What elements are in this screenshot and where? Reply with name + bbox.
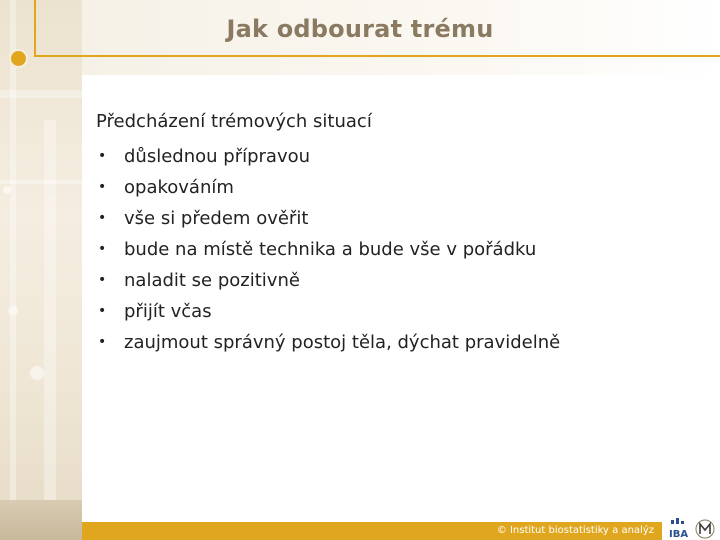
iba-logo-icon xyxy=(667,518,717,540)
bullet-icon: • xyxy=(98,210,107,226)
bullet-list xyxy=(96,141,696,358)
bottom-left-shade xyxy=(0,500,82,540)
logo-text: IBA xyxy=(669,529,689,540)
list-item-text: důslednou přípravou xyxy=(124,146,311,167)
bullet-icon: • xyxy=(98,148,107,164)
list-item xyxy=(96,141,696,172)
bullet-icon: • xyxy=(98,334,107,350)
content-heading: Předcházení trémových situací xyxy=(96,111,372,132)
left-decorative-panel xyxy=(0,0,82,540)
slide-content xyxy=(96,110,696,358)
list-item xyxy=(96,234,696,265)
footer-copyright: © Institut biostatistiky a analýz xyxy=(496,525,654,536)
list-item-text: vše si předem ověřit xyxy=(124,208,309,229)
list-item xyxy=(96,203,696,234)
accent-horizontal-line xyxy=(34,55,720,57)
bullet-icon: • xyxy=(98,272,107,288)
list-item xyxy=(96,296,696,327)
list-item-text: naladit se pozitivně xyxy=(124,270,300,291)
bullet-icon: • xyxy=(98,179,107,195)
list-item-text: opakováním xyxy=(124,177,234,198)
bullet-icon: • xyxy=(98,303,107,319)
bullet-icon: • xyxy=(98,241,107,257)
list-item-text: bude na místě technika a bude vše v pořádku xyxy=(124,239,537,260)
slide-title: Jak odbourat trému xyxy=(226,15,494,43)
list-item-text: přijít včas xyxy=(124,301,212,322)
accent-dot xyxy=(9,49,28,68)
list-item-text: zaujmout správný postoj těla, dýchat pravidelně xyxy=(124,332,561,353)
list-item xyxy=(96,172,696,203)
list-item xyxy=(96,265,696,296)
list-item xyxy=(96,327,696,358)
